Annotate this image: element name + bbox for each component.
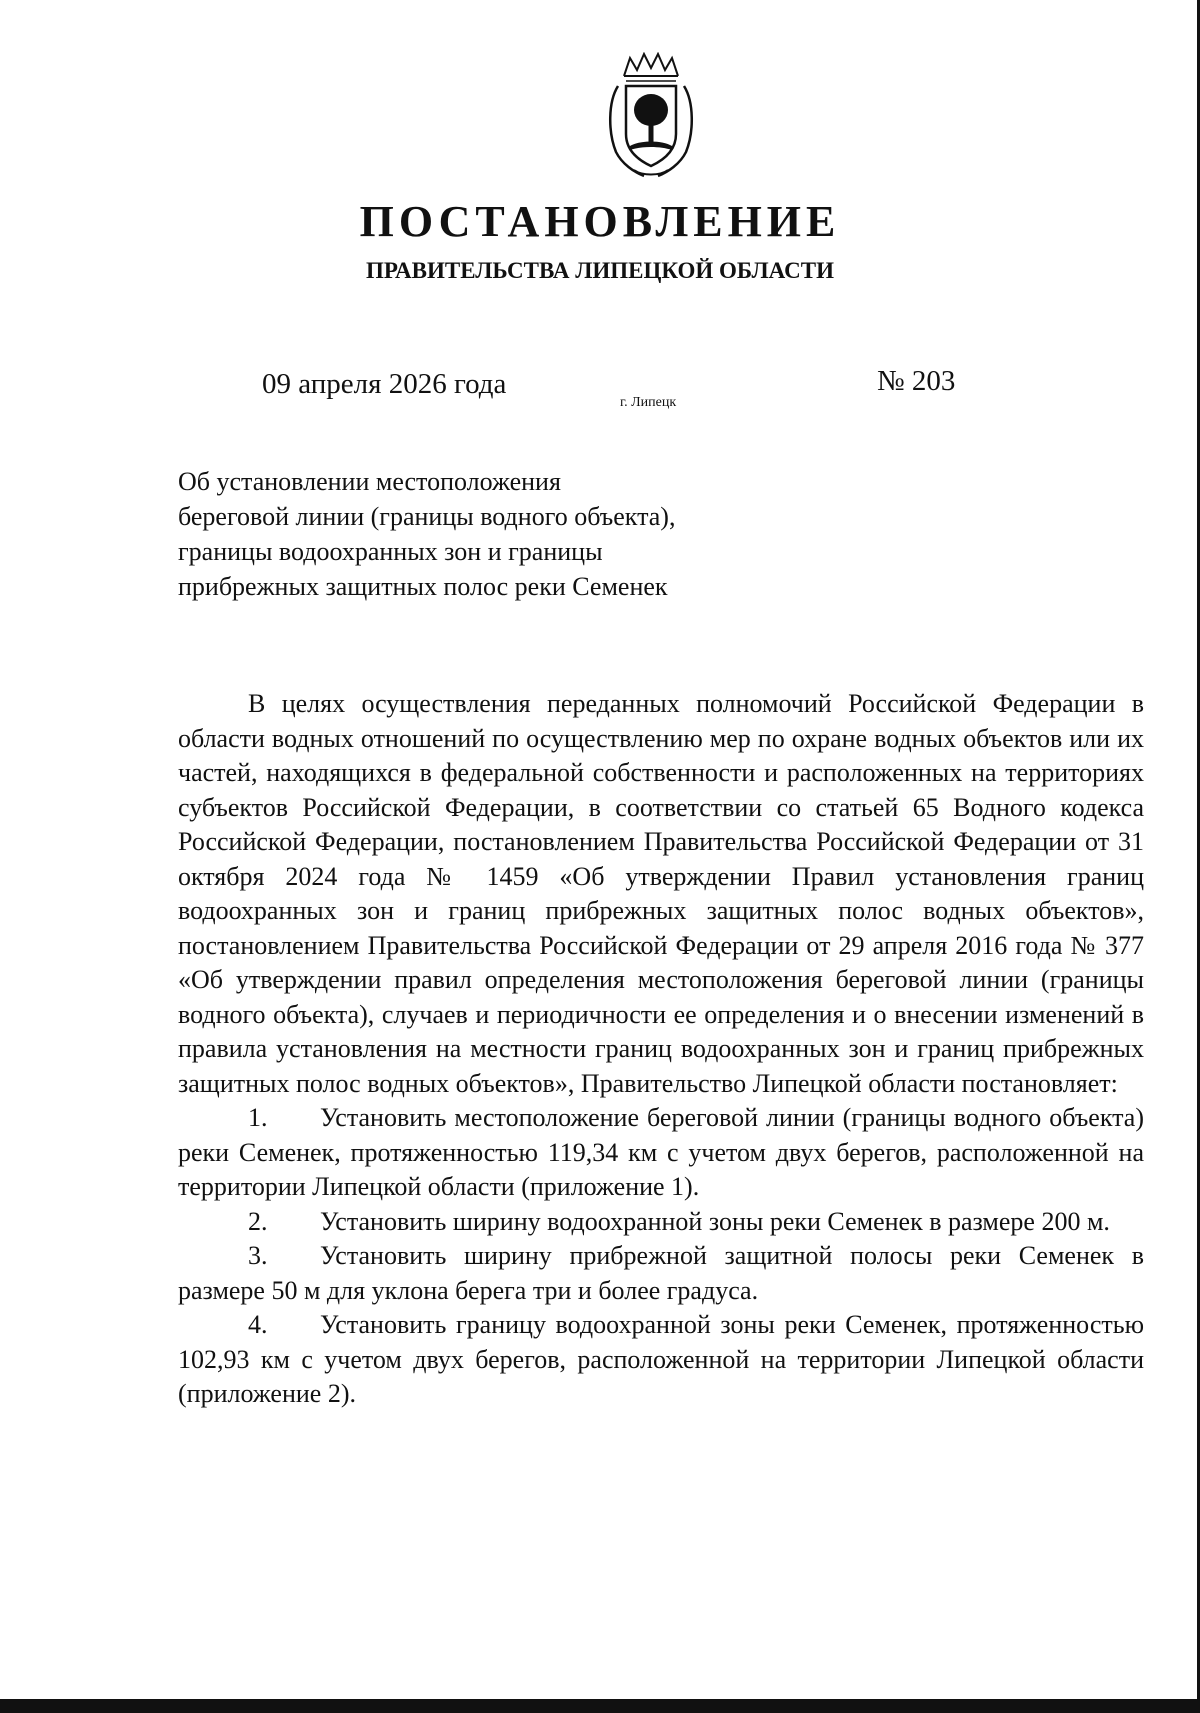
item-number: 2. xyxy=(248,1206,268,1236)
subject-line: Об установлении местоположения xyxy=(178,467,561,496)
item-text: Установить границу водоохранной зоны реки Семенек, протяженностью 102,93 км с учетом двух берегов, расположенной на территории Липецкой области (приложение 2). xyxy=(178,1310,1144,1408)
item-number: 1. xyxy=(248,1103,268,1132)
subject-line: береговой линии (границы водного объекта), xyxy=(178,502,676,531)
document-number: № 203 xyxy=(877,365,956,397)
item-number: 3. xyxy=(248,1241,268,1270)
issuing-authority: ПРАВИТЕЛЬСТВА ЛИПЕЦКОЙ ОБЛАСТИ xyxy=(366,258,834,283)
resolution-item xyxy=(178,1239,1144,1308)
preamble-paragraph: В целях осуществления переданных полномочий Российской Федерации в области водных отношений по осуществлению мер по охране водных объектов или их частей, находящихся в федеральной собственности и расположенных на территориях субъектов Российской Федерации, в соответствии со статьей 65 Водного кодекса Российской Федерации, постановлением Правительства Российской Федерации от 31 октября 2024 года № 1459 «Об утверждении Правил установления границ водоохранных зон и границ прибрежных защитных полос водных объектов», постановлением Правительства Российской Федерации от 29 апреля 2016 года № 377 «Об утверждении правил определения местоположения береговой линии (границы водного объекта), случаев и периодичности ее определения и о внесении изменений в правила установления на местности границ водоохранных зон и границ прибрежных защитных полос водных объектов», Правительство Липецкой области постановляет: xyxy=(178,689,1144,1098)
coat-of-arms-emblem xyxy=(604,52,698,180)
subject-line: границы водоохранных зон и границы xyxy=(178,537,603,566)
subject-line: прибрежных защитных полос реки Семенек xyxy=(178,572,668,601)
resolution-item xyxy=(178,1205,1144,1240)
document-city: г. Липецк xyxy=(620,395,677,410)
document-subject xyxy=(178,464,675,604)
item-text: Установить ширину водоохранной зоны реки Семенек в размере 200 м. xyxy=(320,1206,1110,1236)
item-text: Установить местоположение береговой линии (границы водного объекта) реки Семенек, протяженностью 119,34 км с учетом двух берегов, расположенной на территории Липецкой области (приложение 1). xyxy=(178,1103,1144,1201)
item-text: Установить ширину прибрежной защитной полосы реки Семенек в размере 50 м для уклона берега три и более градуса. xyxy=(178,1241,1144,1305)
resolution-item xyxy=(178,1308,1144,1412)
document-date: 09 апреля 2026 года xyxy=(262,368,507,400)
document-title: ПОСТАНОВЛЕНИЕ xyxy=(359,197,841,246)
resolution-item xyxy=(178,1101,1144,1205)
item-number: 4. xyxy=(248,1310,268,1339)
scan-edge-bottom xyxy=(0,1699,1200,1713)
document-body xyxy=(178,687,1144,1412)
